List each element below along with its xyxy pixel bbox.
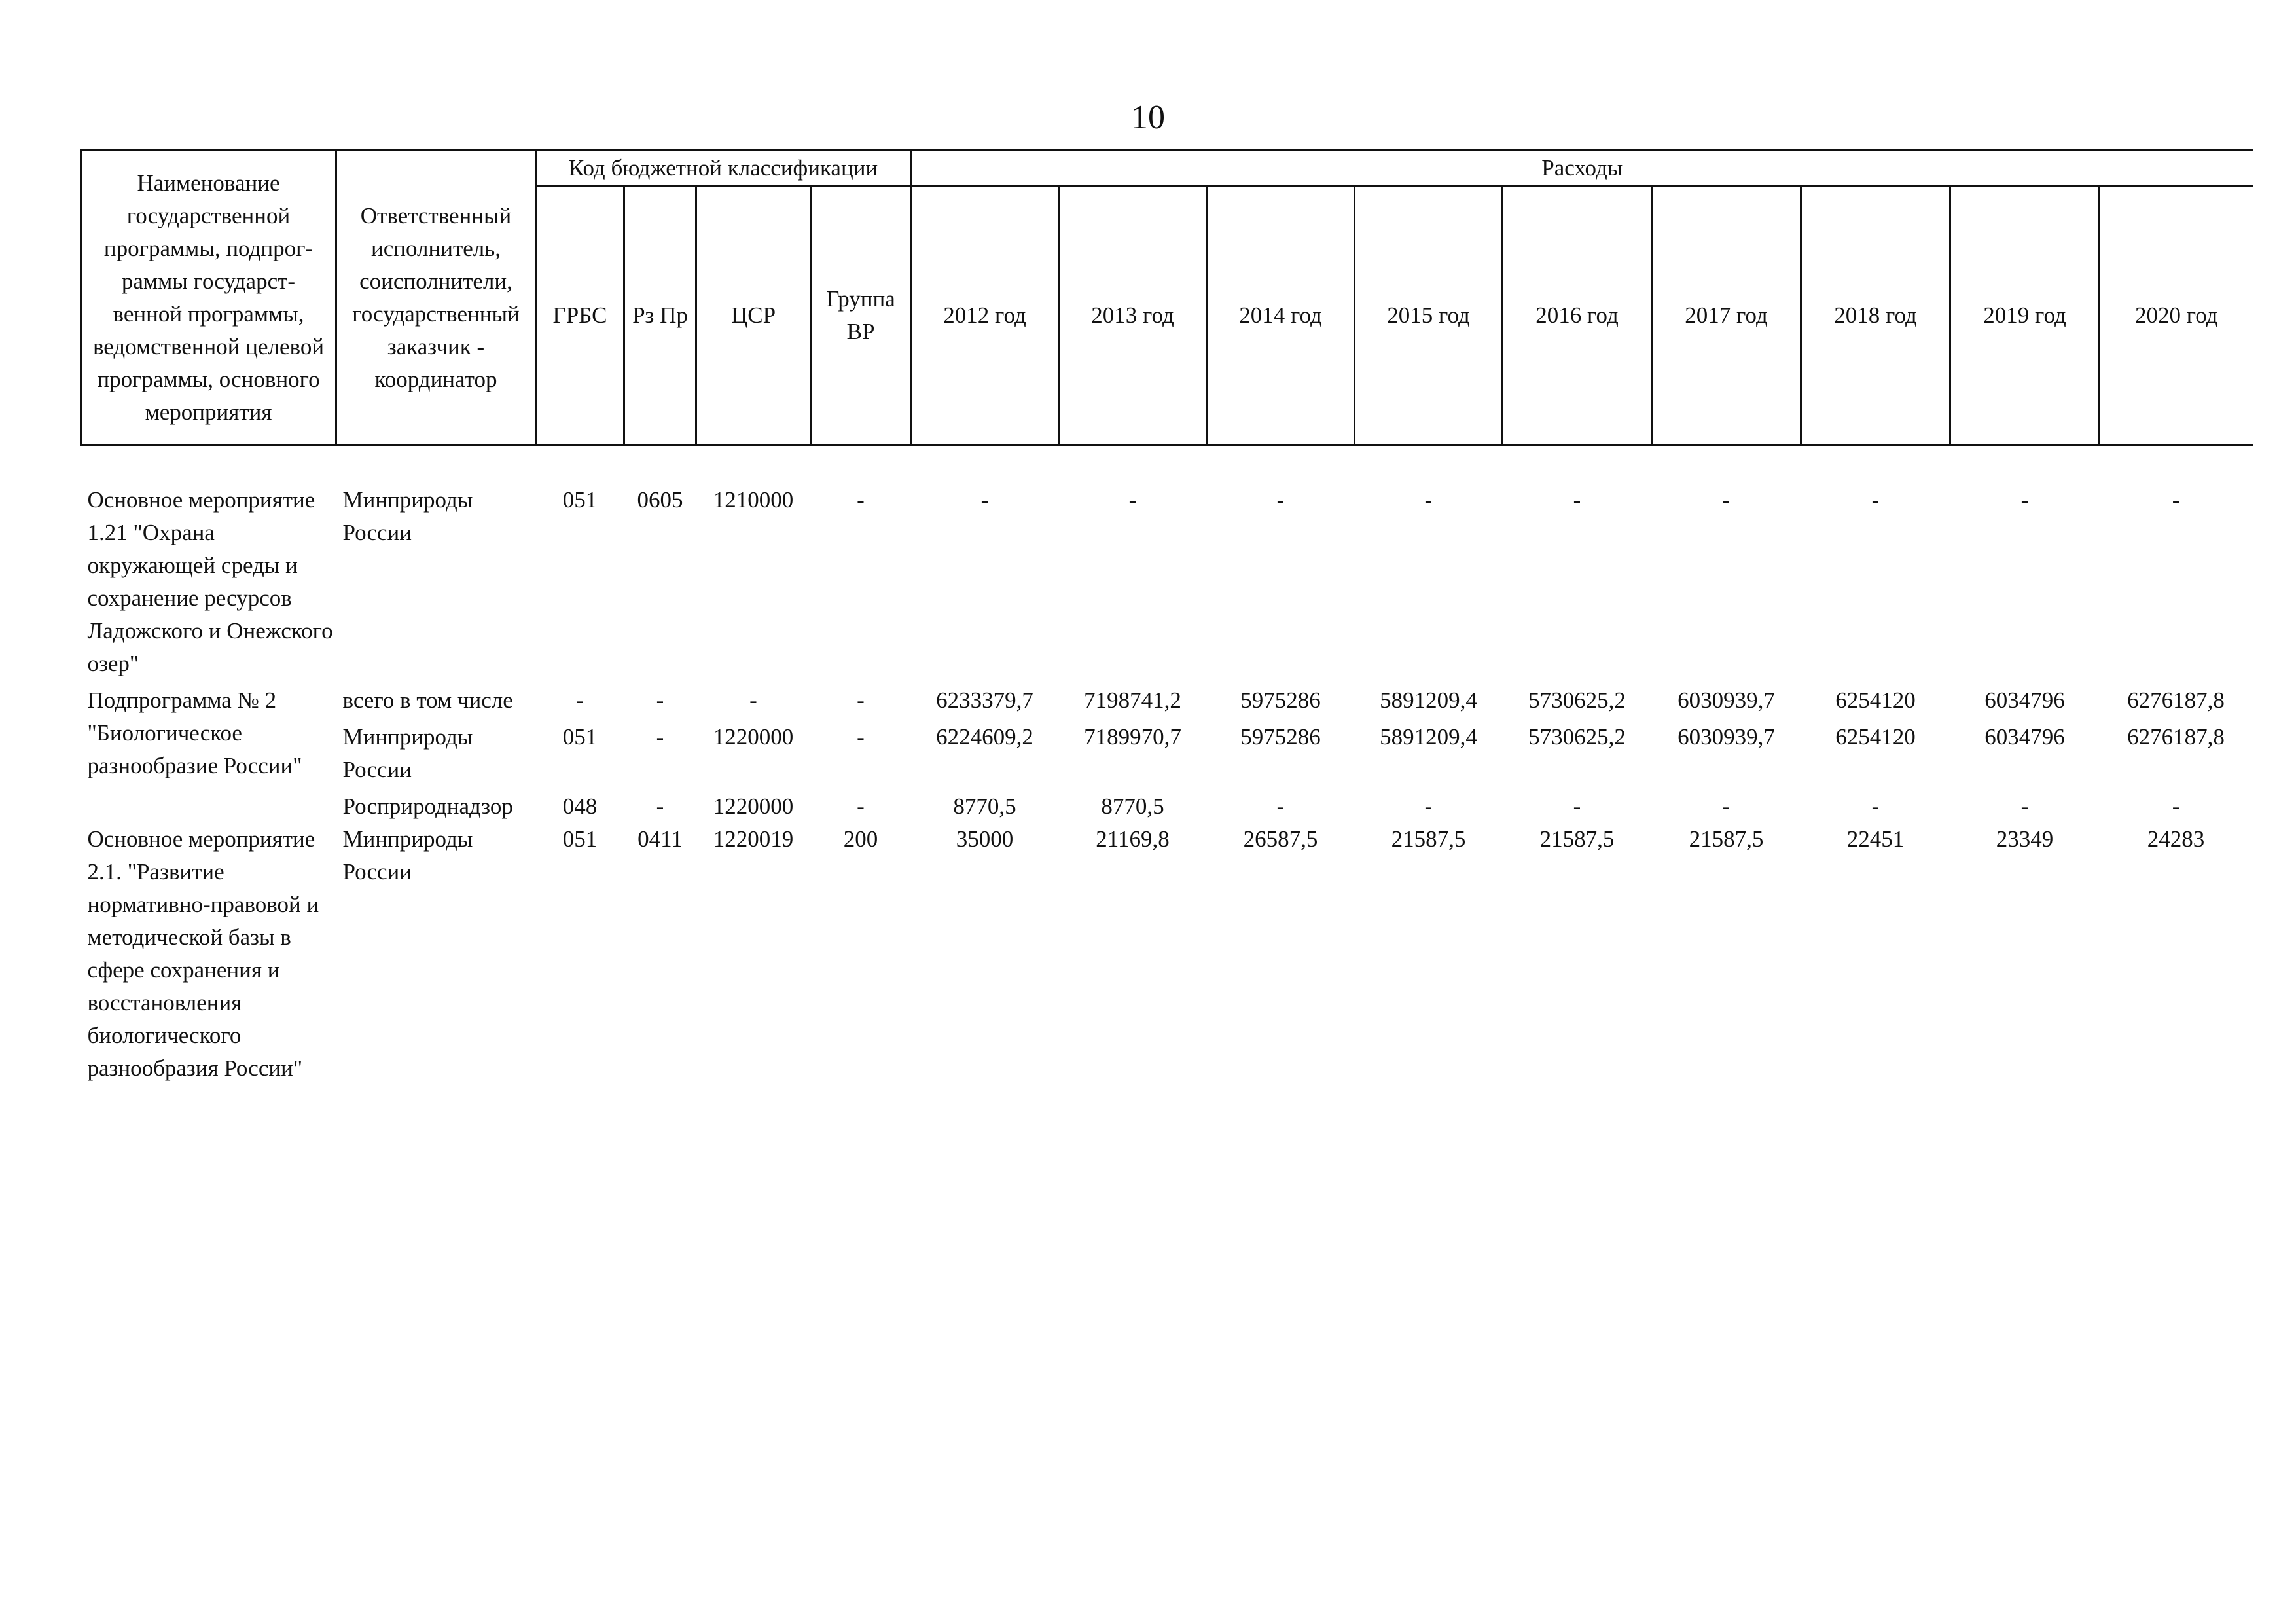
row-value: 5730625,2 — [1528, 724, 1626, 750]
row-value: 6030939,7 — [1677, 724, 1775, 750]
row-name: Основное мероприятие 1.21 "Охрана окружающей среды и сохранение ресурсов Ладожского и Онежского озер" — [87, 487, 333, 676]
row-value: - — [1722, 487, 1731, 513]
row-grbs: 048 — [562, 793, 598, 819]
row-csr: 1210000 — [713, 487, 794, 513]
header-year: 2015 год — [1355, 187, 1503, 445]
header-year: 2012 год — [911, 187, 1059, 445]
budget-expenses-table — [80, 149, 2253, 1085]
row-value: - — [1573, 793, 1581, 819]
row-rzpr: 0411 — [637, 826, 683, 852]
row-value: 6276187,8 — [2127, 724, 2225, 750]
row-value: 21587,5 — [1539, 826, 1615, 852]
header-year: 2013 год — [1059, 187, 1207, 445]
row-grbs: 051 — [562, 826, 598, 852]
header-year: 2019 год — [1950, 187, 2100, 445]
row-grbs: 051 — [562, 487, 598, 513]
header-csr: ЦСР — [696, 187, 811, 445]
row-rzpr: - — [656, 687, 664, 713]
row-csr: 1220000 — [713, 793, 794, 819]
header-budget-code: Код бюджетной классификации — [536, 151, 911, 187]
row-grbs: 051 — [562, 724, 598, 750]
row-value: 7198741,2 — [1084, 687, 1181, 713]
header-year: 2016 год — [1503, 187, 1652, 445]
row-value: 6224609,2 — [936, 724, 1033, 750]
row-value: - — [1424, 487, 1433, 513]
row-value: 6254120 — [1835, 687, 1916, 713]
row-value: 5975286 — [1240, 687, 1321, 713]
row-value: - — [980, 487, 989, 513]
header-rzpr: Рз Пр — [624, 187, 696, 445]
row-value: 23349 — [1996, 826, 2054, 852]
row-value: - — [2172, 487, 2180, 513]
header-name: Наименование государственной программы, подпрог- раммы государст- венной программы, ведомственной целевой программы, основного мероприятия — [81, 151, 336, 445]
row-value: - — [1276, 793, 1285, 819]
row-value: 24283 — [2147, 826, 2205, 852]
row-csr: 1220000 — [713, 724, 794, 750]
row-value: 8770,5 — [953, 793, 1016, 819]
row-rzpr: 0605 — [637, 487, 683, 513]
row-value: 5730625,2 — [1528, 687, 1626, 713]
row-vr: 200 — [843, 826, 878, 852]
row-vr: - — [857, 687, 865, 713]
row-value: - — [1871, 487, 1880, 513]
row-value: - — [1573, 487, 1581, 513]
row-responsible: Минприроды России — [342, 826, 473, 884]
table-row — [81, 823, 2253, 1085]
row-responsible: Минприроды России — [342, 487, 473, 545]
table-row — [81, 680, 2253, 717]
row-value: 6034796 — [1984, 724, 2065, 750]
header-year: 2018 год — [1801, 187, 1950, 445]
row-value: - — [2020, 793, 2029, 819]
row-value: 6233379,7 — [936, 687, 1033, 713]
row-value: 35000 — [956, 826, 1014, 852]
row-value: 5975286 — [1240, 724, 1321, 750]
header-vr: Группа ВР — [811, 187, 911, 445]
header-year: 2017 год — [1652, 187, 1801, 445]
header-year: 2020 год — [2100, 187, 2253, 445]
row-value: 5891209,4 — [1380, 687, 1477, 713]
row-responsible: Минприроды России — [342, 724, 473, 782]
row-value: - — [1128, 487, 1137, 513]
row-value: 6030939,7 — [1677, 687, 1775, 713]
row-value: - — [2172, 793, 2180, 819]
header-year: 2014 год — [1207, 187, 1355, 445]
row-csr: - — [749, 687, 757, 713]
row-value: 5891209,4 — [1380, 724, 1477, 750]
row-value: - — [1722, 793, 1731, 819]
row-value: 7189970,7 — [1084, 724, 1181, 750]
row-value: 22451 — [1846, 826, 1905, 852]
header-grbs: ГРБС — [536, 187, 624, 445]
row-rzpr: - — [656, 724, 664, 750]
header-responsible: Ответственный исполнитель, соисполнители, государственный заказчик - координатор — [336, 151, 536, 445]
page-number: 10 — [1131, 99, 1165, 136]
header-row-groups — [81, 151, 2253, 187]
row-value: 6276187,8 — [2127, 687, 2225, 713]
row-vr: - — [857, 487, 865, 513]
row-value: 6034796 — [1984, 687, 2065, 713]
row-value: - — [1424, 793, 1433, 819]
row-value: 21587,5 — [1391, 826, 1466, 852]
row-value: - — [2020, 487, 2029, 513]
header-expenses: Расходы — [911, 151, 2253, 187]
row-responsible: всего в том числе — [342, 687, 513, 713]
row-value: 21587,5 — [1689, 826, 1764, 852]
row-value: 8770,5 — [1101, 793, 1164, 819]
row-grbs: - — [576, 687, 584, 713]
row-value: 6254120 — [1835, 724, 1916, 750]
row-name: Основное мероприятие 2.1. "Развитие нормативно-правовой и методической базы в сфере сохранения и восстановления биологического разнообразия России" — [87, 826, 319, 1081]
row-value: - — [1871, 793, 1880, 819]
row-value: 21169,8 — [1096, 826, 1170, 852]
row-vr: - — [857, 793, 865, 819]
table-row — [81, 717, 2253, 786]
row-rzpr: - — [656, 793, 664, 819]
row-value: - — [1276, 487, 1285, 513]
table-row — [81, 484, 2253, 680]
row-name: Подпрограмма № 2 "Биологическое разнообразие России" — [87, 687, 302, 778]
row-responsible: Росприроднадзор — [342, 793, 513, 819]
row-csr: 1220019 — [713, 826, 794, 852]
row-vr: - — [857, 724, 865, 750]
table-row — [81, 786, 2253, 823]
row-value: 26587,5 — [1243, 826, 1318, 852]
